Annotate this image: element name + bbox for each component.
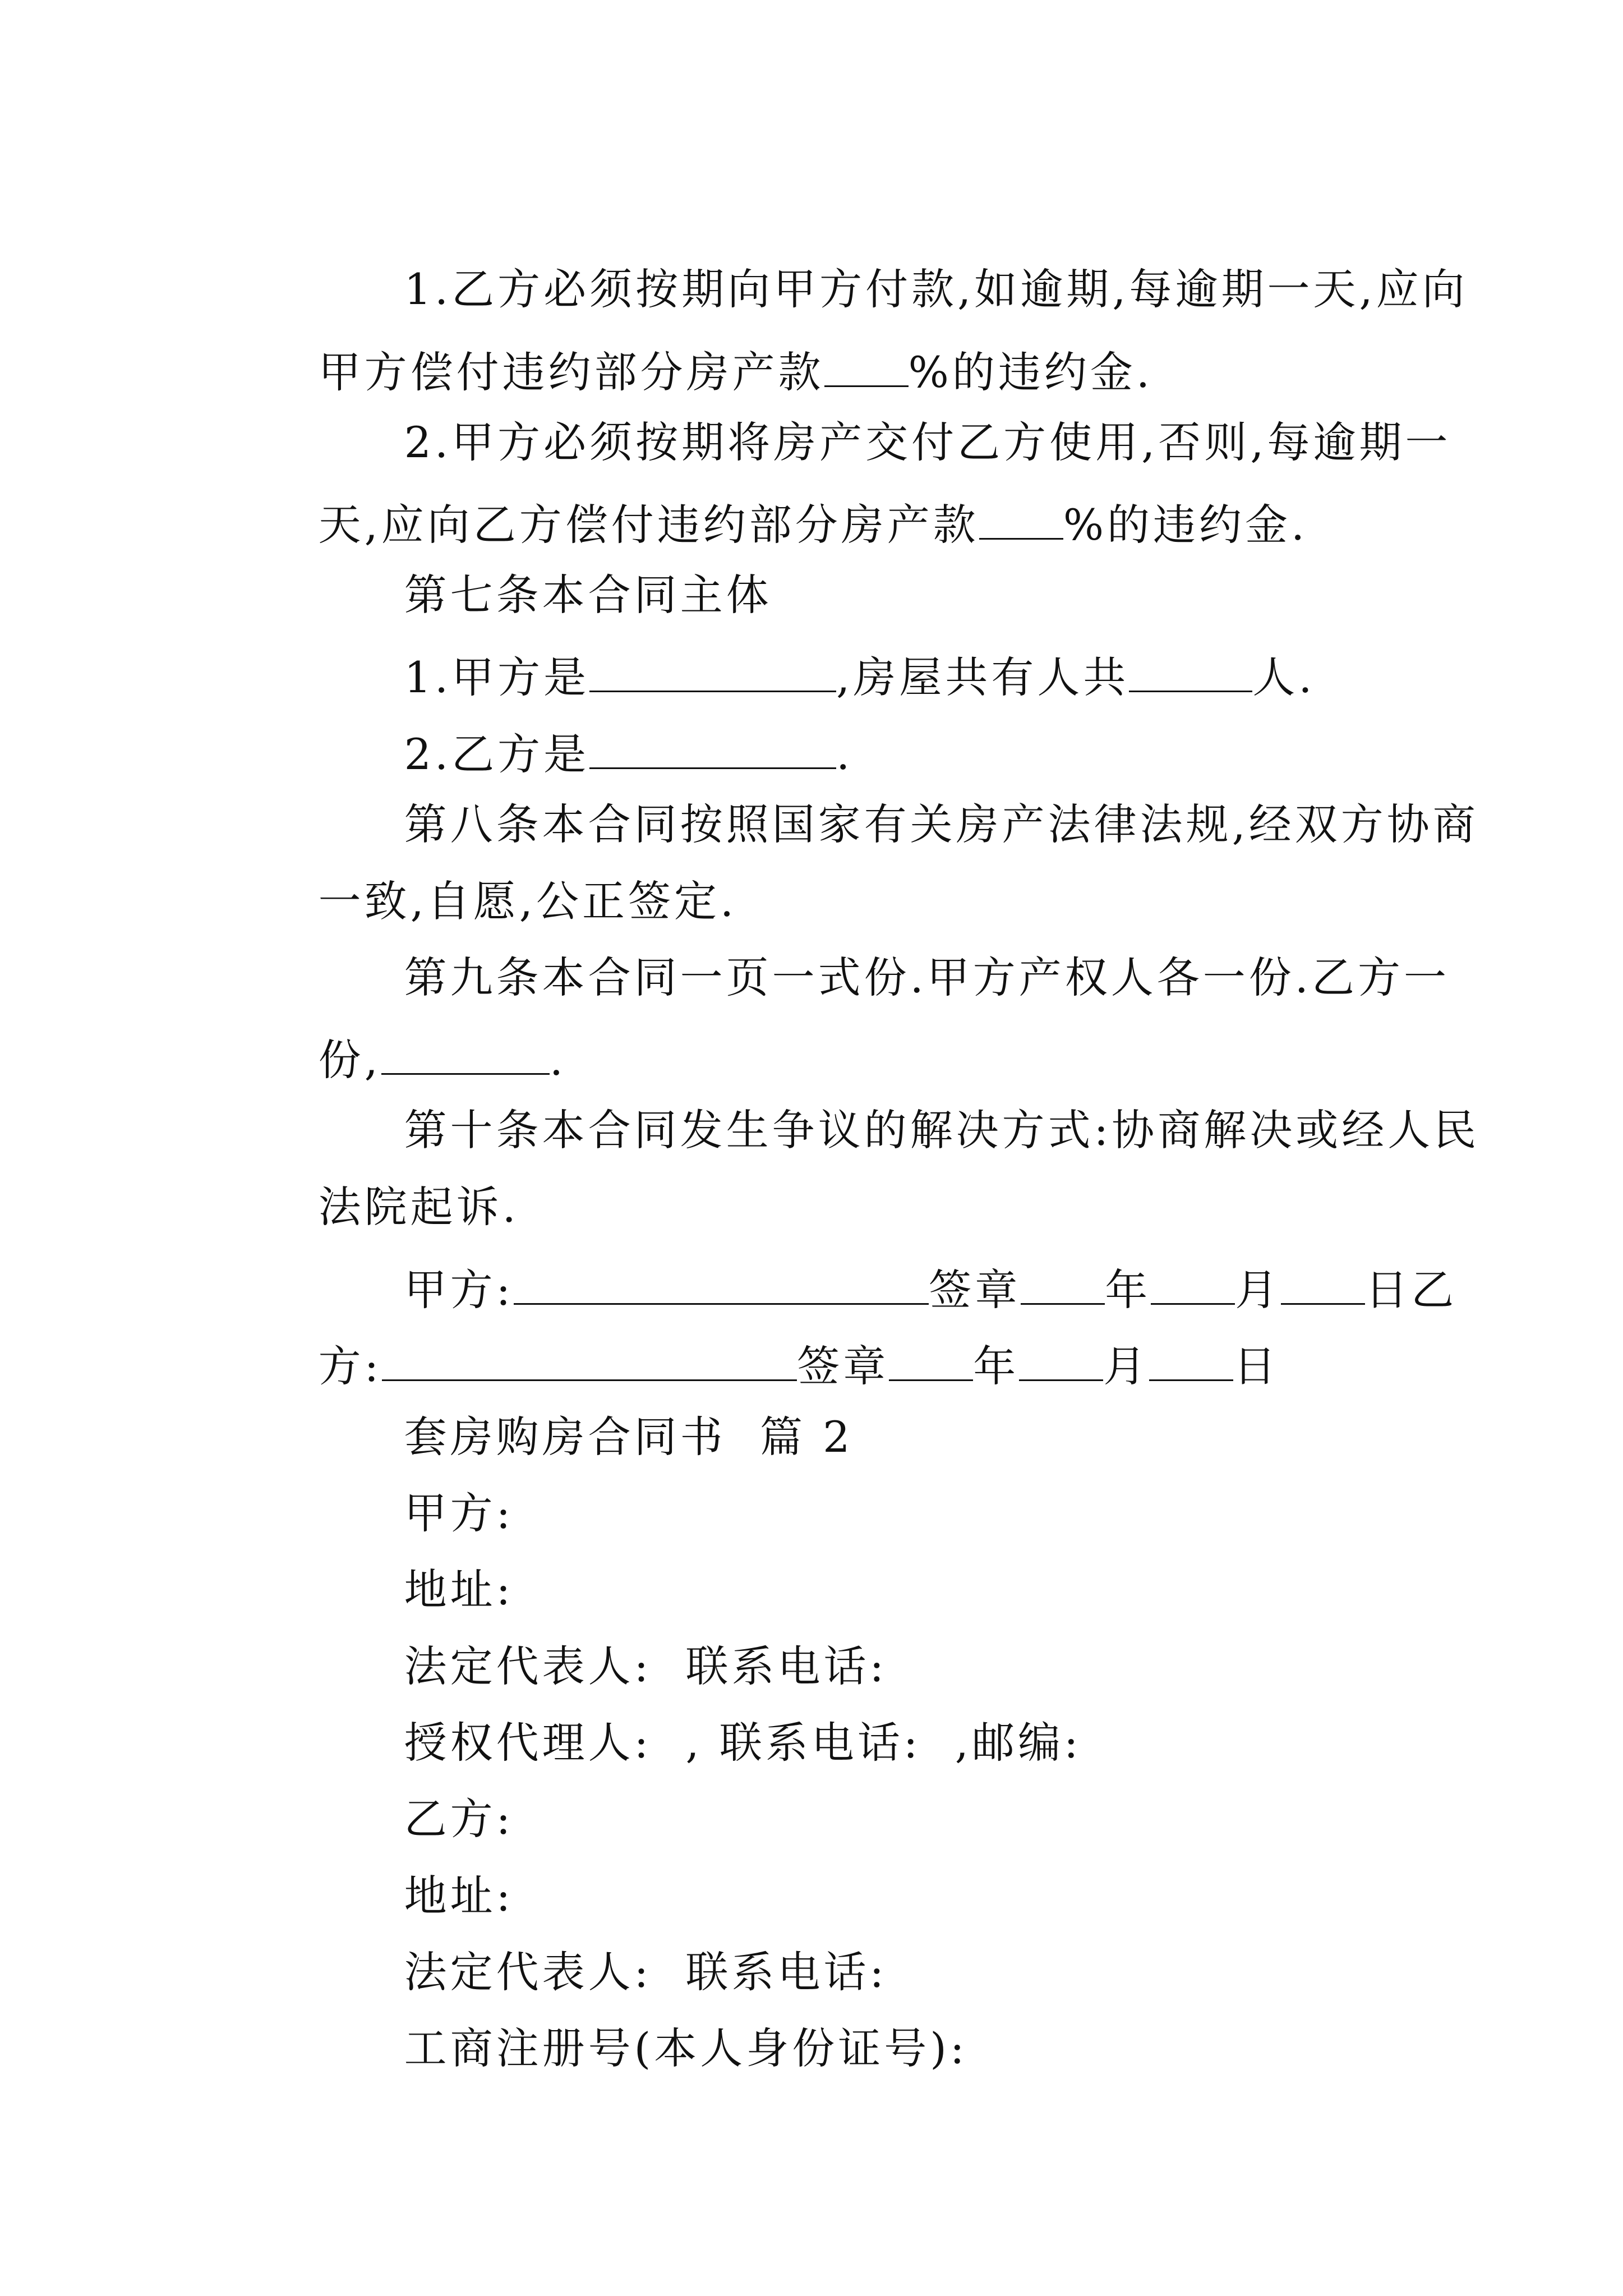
- text-segment: 第十条本合同发生争议的解决方式:协商解决或经人民: [404, 1105, 1480, 1155]
- text-segment: 方:: [318, 1341, 382, 1392]
- text-segment: 月: [1103, 1341, 1150, 1392]
- text-segment: 年: [1105, 1265, 1151, 1315]
- text-segment: 人.: [1252, 652, 1316, 703]
- text-segment: 2.甲方必须按期将房产交付乙方使用,否则,每逾期一: [404, 417, 1451, 467]
- text-segment: 第九条本合同一页一式份.甲方产权人各一份.乙方一: [404, 953, 1450, 1002]
- text-segment: 签章: [929, 1265, 1021, 1315]
- text-segment: 甲方偿付违约部分房产款: [318, 347, 824, 398]
- text-segment: 法定代表人: 联系电话:: [404, 1947, 888, 1997]
- text-segment: %的违约金.: [908, 347, 1154, 398]
- text-segment: .: [549, 1035, 566, 1085]
- text-segment: 1.甲方是: [404, 652, 590, 703]
- text-segment: 日: [1233, 1341, 1280, 1392]
- text-segment: %的违约金.: [1063, 500, 1308, 550]
- text-segment: 套房购房合同书 篇 2: [404, 1412, 854, 1462]
- text-segment: 甲方:: [404, 1488, 514, 1538]
- text-segment: 地址:: [404, 1565, 514, 1614]
- text-segment: 年: [973, 1341, 1020, 1392]
- text-segment: 2.乙方是: [404, 729, 590, 780]
- text-segment: 第八条本合同按照国家有关房产法律法规,经双方协商: [404, 799, 1479, 849]
- text-segment: 乙方:: [404, 1794, 514, 1844]
- text-segment: 甲方:: [404, 1265, 514, 1315]
- party-b-registration: [336, 1985, 1469, 2113]
- text-segment: 份,: [318, 1035, 381, 1085]
- text-segment: ,房屋共有人共: [836, 652, 1129, 703]
- text-segment: 法定代表人: 联系电话:: [404, 1641, 888, 1691]
- text-segment: 授权代理人: , 联系电话: ,邮编:: [404, 1718, 1082, 1768]
- text-segment: 工商注册号(本人身份证号):: [404, 2023, 968, 2073]
- text-segment: .: [836, 729, 854, 780]
- text-segment: 第七条本合同主体: [404, 570, 772, 620]
- text-segment: 日乙: [1365, 1265, 1458, 1315]
- text-segment: 一致,自愿,公正签定.: [318, 876, 737, 926]
- text-segment: 1.乙方必须按期向甲方付款,如逾期,每逾期一天,应向: [404, 264, 1468, 314]
- text-segment: 天,应向乙方偿付违约部分房产款: [318, 500, 979, 550]
- text-segment: 月: [1235, 1265, 1281, 1315]
- text-segment: 签章: [797, 1341, 889, 1392]
- text-segment: 法院起诉.: [318, 1182, 519, 1232]
- text-segment: 地址:: [404, 1871, 514, 1921]
